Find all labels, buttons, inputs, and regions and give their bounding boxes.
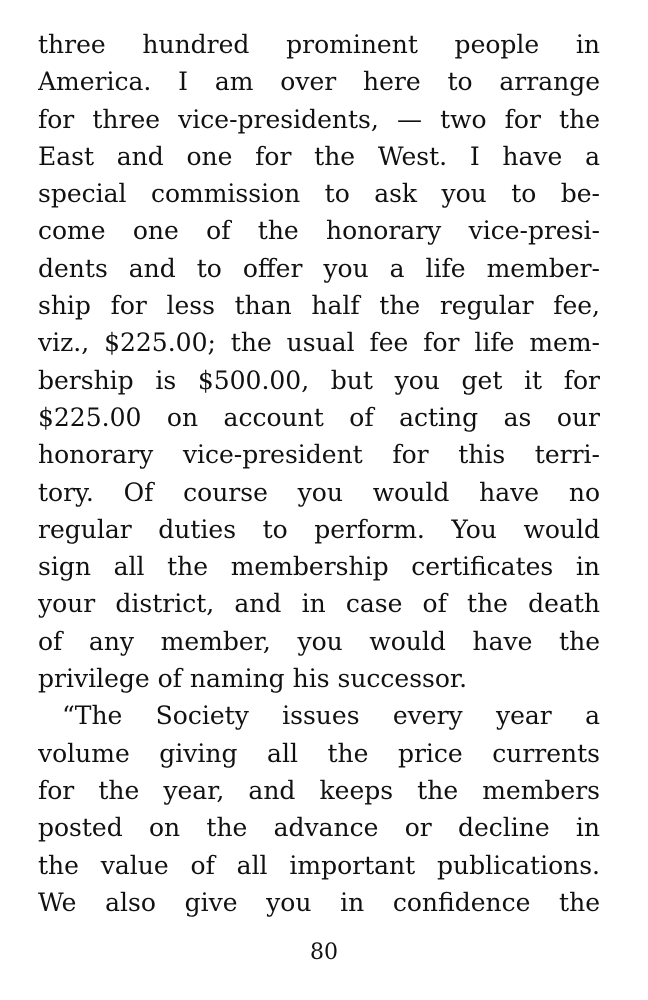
text-line: ship for less than half the regular fee,: [38, 291, 600, 321]
text-line: East and one for the West. I have a: [38, 141, 600, 171]
text-line: dents and to offer you a life member-: [38, 253, 600, 283]
text-line: for the year, and keeps the members: [38, 775, 600, 805]
text-line: America. I am over here to arrange: [38, 67, 600, 97]
text-line: three hundred prominent people in: [38, 30, 600, 59]
text-line: bership is $500.00, but you get it for: [38, 365, 600, 395]
text-line: “The Society issues every year a: [62, 701, 600, 731]
text-line: privilege of naming his successor.: [38, 664, 468, 694]
text-line: your district, and in case of the death: [38, 589, 600, 619]
text-line: regular duties to perform. You would: [38, 514, 600, 544]
text-line: posted on the advance or decline in: [38, 813, 600, 843]
text-line: tory. Of course you would have no: [38, 477, 600, 507]
text-line: sign all the membership certificates in: [38, 552, 600, 582]
text-line: the value of all important publications.: [38, 850, 600, 880]
text-line: for three vice-presidents, — two for the: [38, 104, 600, 134]
paragraph-2: [38, 697, 600, 921]
paragraph-1: [38, 26, 600, 697]
text-line: of any member, you would have the: [38, 626, 600, 656]
text-line: viz., $225.00; the usual fee for life mem-: [38, 328, 600, 358]
text-line: We also give you in confidence the: [38, 887, 600, 917]
text-line: special commission to ask you to be-: [38, 179, 600, 209]
page-body: [38, 26, 600, 921]
text-line: $225.00 on account of acting as our: [38, 402, 600, 432]
page-number: 80: [310, 940, 338, 965]
text-line: volume giving all the price currents: [38, 738, 600, 768]
text-line: come one of the honorary vice-presi-: [38, 216, 600, 246]
text-line: honorary vice-president for this terri-: [38, 440, 600, 470]
